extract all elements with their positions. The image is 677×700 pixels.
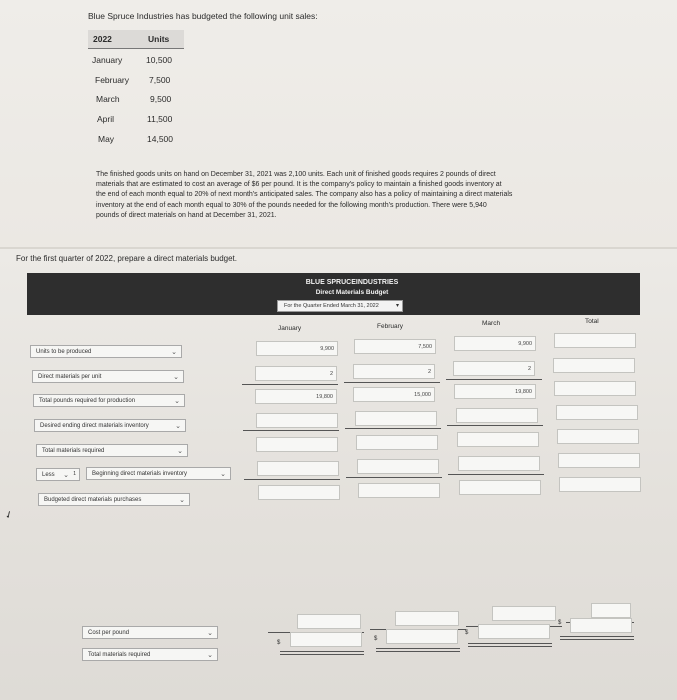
- problem-description: [96, 170, 566, 221]
- purchases-total-input[interactable]: [559, 477, 641, 492]
- double-underline: [280, 651, 364, 652]
- total-materials-february-input[interactable]: [356, 435, 438, 450]
- row-label: Units to be produced: [36, 349, 92, 355]
- underline: [344, 382, 440, 383]
- units-january-input[interactable]: 9,900: [256, 341, 338, 356]
- row-label-dropdown-total-pounds[interactable]: [33, 394, 185, 407]
- desired-ending-january-input[interactable]: [256, 413, 338, 428]
- chevron-down-icon: ⌄: [173, 374, 179, 381]
- total-cost-march-input[interactable]: [478, 624, 550, 639]
- desired-ending-february-input[interactable]: [355, 411, 437, 426]
- row-label-dropdown-beginning[interactable]: [86, 467, 231, 480]
- header-units: Units: [148, 34, 170, 44]
- chevron-down-icon: ▾: [395, 303, 399, 309]
- cost-per-pound-february-input[interactable]: [395, 611, 459, 626]
- beginning-total-input[interactable]: [558, 453, 640, 468]
- beginning-february-input[interactable]: [357, 459, 439, 474]
- double-underline: [560, 636, 634, 637]
- row-label-dropdown-units[interactable]: [30, 345, 182, 358]
- header-year: 2022: [93, 34, 112, 44]
- underline: [244, 479, 340, 480]
- table-cell-month: May: [98, 134, 115, 144]
- double-underline: [280, 654, 364, 655]
- total-pounds-february-input[interactable]: 15,000: [353, 387, 435, 402]
- beginning-january-input[interactable]: [257, 461, 339, 476]
- double-underline: [560, 639, 634, 640]
- total-materials-january-input[interactable]: [256, 437, 338, 452]
- row-label: Beginning direct materials inventory: [92, 471, 188, 477]
- table-cell-month: February: [95, 75, 130, 85]
- row-label: Total materials required: [88, 652, 151, 658]
- purchases-march-input[interactable]: [459, 480, 541, 495]
- chevron-down-icon: ⌄: [171, 349, 177, 356]
- underline: [243, 430, 339, 431]
- table-cell-units: 14,500: [147, 134, 173, 144]
- currency-sign-january: $: [277, 640, 281, 646]
- description-line: pounds of direct materials on hand at December 31, 2021.: [96, 211, 277, 219]
- units-total-input[interactable]: [554, 333, 636, 348]
- total-cost-february-input[interactable]: [386, 629, 458, 644]
- question-text: For the first quarter of 2022, prepare a direct materials budget.: [16, 254, 238, 263]
- units-february-input[interactable]: 7,500: [354, 339, 436, 354]
- row-label-dropdown-total-materials-cost[interactable]: [82, 648, 218, 661]
- row-label: Total materials required: [42, 448, 105, 454]
- less-dropdown[interactable]: [36, 468, 80, 481]
- double-underline: [376, 648, 460, 649]
- chevron-down-icon: ⌄: [177, 448, 183, 455]
- chevron-down-icon: ⌄: [174, 398, 180, 405]
- dm-per-unit-march-input[interactable]: 2: [453, 361, 535, 376]
- underline: [346, 477, 442, 478]
- double-underline: [376, 651, 460, 652]
- column-january: January: [278, 325, 302, 332]
- budget-title: Direct Materials Budget: [315, 289, 389, 296]
- total-materials-march-input[interactable]: [457, 432, 539, 447]
- underline: [345, 428, 441, 429]
- purchases-february-input[interactable]: [358, 483, 440, 498]
- column-march: March: [482, 320, 501, 327]
- total-pounds-total-input[interactable]: [554, 381, 636, 396]
- chevron-down-icon: ⌄: [179, 497, 185, 504]
- table-cell-units: 10,500: [146, 55, 172, 65]
- less-label: Less: [42, 472, 55, 478]
- table-cell-month: April: [97, 114, 115, 124]
- chevron-down-icon: ⌄: [175, 423, 181, 430]
- total-pounds-january-input[interactable]: 19,800: [255, 389, 337, 404]
- less-marker: 1: [73, 471, 76, 477]
- row-label: Direct materials per unit: [38, 374, 102, 380]
- chevron-down-icon: ⌄: [220, 471, 226, 478]
- dm-per-unit-total-input[interactable]: [553, 358, 635, 373]
- problem-intro: Blue Spruce Industries has budgeted the following unit sales:: [88, 11, 318, 21]
- row-label: Budgeted direct materials purchases: [44, 497, 142, 503]
- currency-sign-total: $: [558, 620, 562, 626]
- purchases-january-input[interactable]: [258, 485, 340, 500]
- desired-ending-march-input[interactable]: [456, 408, 538, 423]
- cost-per-pound-january-input[interactable]: [297, 614, 361, 629]
- period-value: For the Quarter Ended March 31, 2022: [284, 303, 379, 309]
- currency-sign-march: $: [465, 630, 469, 636]
- table-cell-units: 11,500: [147, 114, 173, 124]
- underline: [447, 425, 543, 426]
- description-line: inventory at the end of each month equal to 30% of the pounds needed for the following month's production. There were 5,940: [96, 201, 487, 209]
- description-line: The finished goods units on hand on December 31, 2021 was 2,100 units. Each unit of finished goods requires 2 pounds of direct: [96, 171, 496, 178]
- row-label-dropdown-desired-ending[interactable]: [34, 419, 186, 432]
- column-february: February: [377, 323, 404, 330]
- chevron-down-icon: ⌄: [207, 652, 213, 659]
- total-cost-january-input[interactable]: [290, 632, 362, 647]
- row-label-dropdown-cost-per-pound[interactable]: [82, 626, 218, 639]
- column-total: Total: [585, 318, 599, 325]
- underline: [448, 474, 544, 475]
- total-cost-total-input[interactable]: [570, 618, 632, 633]
- total-pounds-march-input[interactable]: 19,800: [454, 384, 536, 399]
- table-cell-month: January: [92, 55, 123, 65]
- desired-ending-total-input[interactable]: [556, 405, 638, 420]
- period-dropdown[interactable]: [277, 300, 403, 312]
- chevron-down-icon: ⌄: [63, 472, 69, 479]
- row-label: Cost per pound: [88, 630, 130, 636]
- underline: [446, 379, 542, 380]
- table-cell-units: 9,500: [150, 94, 172, 104]
- cost-per-pound-total-input[interactable]: [591, 603, 631, 618]
- dm-per-unit-january-input[interactable]: 2: [255, 366, 337, 381]
- double-underline: [468, 643, 552, 644]
- description-line: materials that are estimated to cost an average of $6 per pound. It is the company's policy to maintain a finished goods inventory at: [96, 181, 502, 189]
- row-label: Total pounds required for production: [39, 398, 136, 404]
- row-label-dropdown-dm-per-unit[interactable]: [32, 370, 184, 383]
- cost-per-pound-march-input[interactable]: [492, 606, 556, 621]
- units-march-input[interactable]: 9,900: [454, 336, 536, 351]
- dm-per-unit-february-input[interactable]: 2: [353, 364, 435, 379]
- double-underline: [468, 646, 552, 647]
- table-cell-month: March: [96, 94, 120, 104]
- table-header: [88, 30, 184, 49]
- underline: [242, 384, 338, 385]
- table-cell-units: 7,500: [149, 75, 171, 85]
- company-name: BLUE SPRUCEINDUSTRIES: [305, 279, 399, 286]
- row-label-dropdown-purchases[interactable]: [38, 493, 190, 506]
- section-divider: [0, 247, 677, 249]
- beginning-march-input[interactable]: [458, 456, 540, 471]
- row-label-dropdown-total-materials[interactable]: [36, 444, 188, 457]
- chevron-down-icon: ⌄: [207, 630, 213, 637]
- currency-sign-february: $: [374, 636, 378, 642]
- checkmark-icon: ✓: [3, 508, 16, 523]
- row-label: Desired ending direct materials inventory: [40, 423, 149, 429]
- total-materials-total-input[interactable]: [557, 429, 639, 444]
- description-line: the end of each month equal to 20% of next month's anticipated sales. The company also has a policy of maintaining a direct materials: [96, 191, 513, 199]
